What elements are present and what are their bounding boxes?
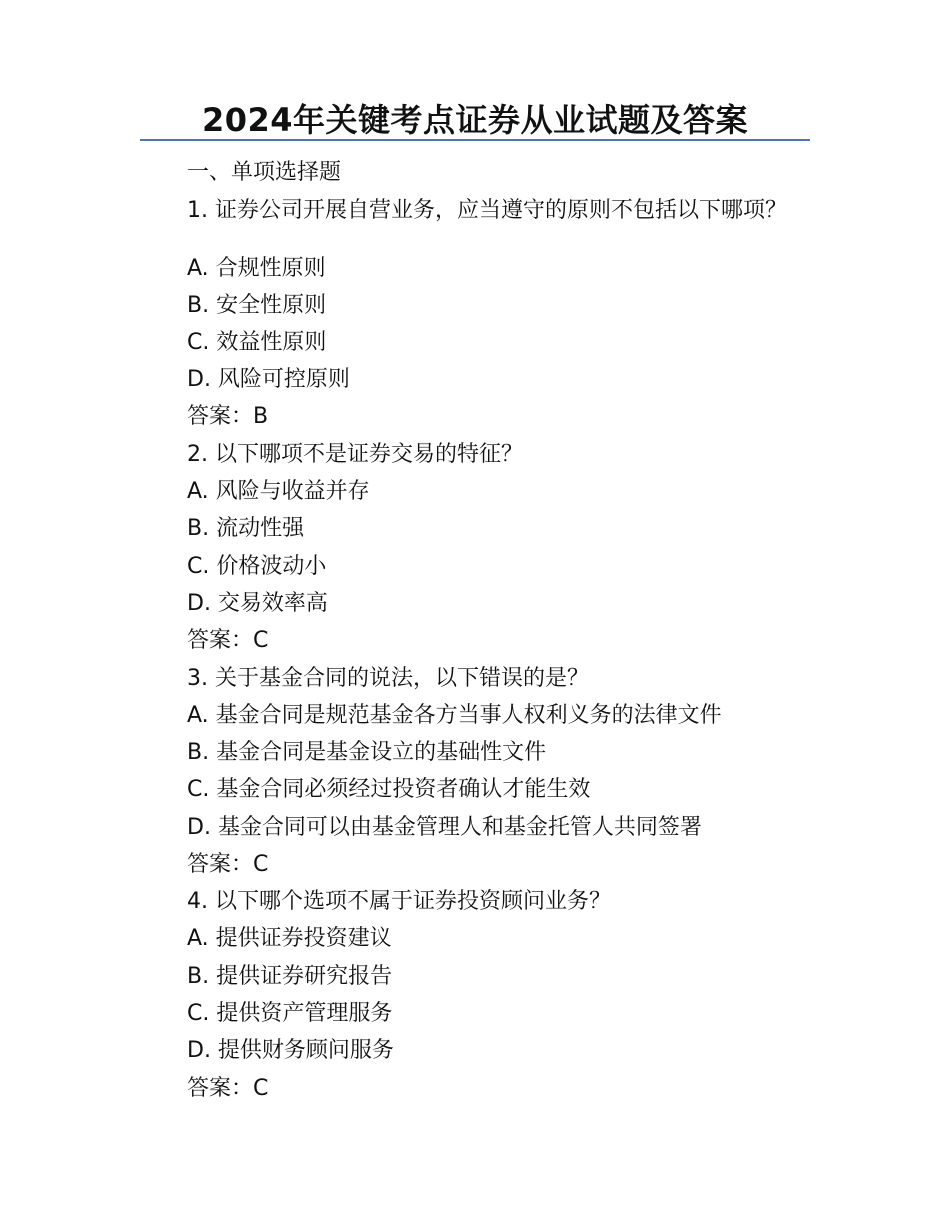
question-3-answer: 答案：C	[187, 852, 269, 877]
question-1-stem: 1. 证券公司开展自营业务，应当遵守的原则不包括以下哪项？	[187, 198, 787, 223]
question-4-option-d: D. 提供财务顾问服务	[187, 1038, 394, 1063]
question-1-answer: 答案：B	[187, 404, 269, 429]
question-2-option-a: A. 风险与收益并存	[187, 479, 370, 504]
question-2-answer: 答案：C	[187, 628, 269, 653]
question-1-option-b: B. 安全性原则	[187, 293, 327, 318]
question-3-option-a: A. 基金合同是规范基金各方当事人权利义务的法律文件	[187, 703, 722, 728]
question-1-option-c: C. 效益性原则	[187, 330, 327, 355]
question-4-option-a: A. 提供证券投资建议	[187, 926, 392, 951]
question-2-option-d: D. 交易效率高	[187, 591, 328, 616]
question-3-option-d: D. 基金合同可以由基金管理人和基金托管人共同签署	[187, 815, 702, 840]
question-2-option-b: B. 流动性强	[187, 516, 305, 541]
question-4-stem: 4. 以下哪个选项不属于证券投资顾问业务？	[187, 889, 611, 914]
question-2-option-c: C. 价格波动小	[187, 554, 327, 579]
question-4-answer: 答案：C	[187, 1076, 269, 1101]
section-heading: 一、单项选择题	[187, 160, 342, 185]
question-3-option-c: C. 基金合同必须经过投资者确认才能生效	[187, 777, 591, 802]
question-2-stem: 2. 以下哪项不是证券交易的特征？	[187, 442, 523, 467]
title-underline	[140, 139, 810, 141]
question-1-option-a: A. 合规性原则	[187, 256, 326, 281]
question-4-option-b: B. 提供证券研究报告	[187, 964, 393, 989]
question-4-option-c: C. 提供资产管理服务	[187, 1001, 393, 1026]
question-3-stem: 3. 关于基金合同的说法，以下错误的是？	[187, 666, 589, 691]
question-1-option-d: D. 风险可控原则	[187, 367, 350, 392]
question-3-option-b: B. 基金合同是基金设立的基础性文件	[187, 740, 547, 765]
document-title: 2024年关键考点证券从业试题及答案	[201, 101, 749, 139]
